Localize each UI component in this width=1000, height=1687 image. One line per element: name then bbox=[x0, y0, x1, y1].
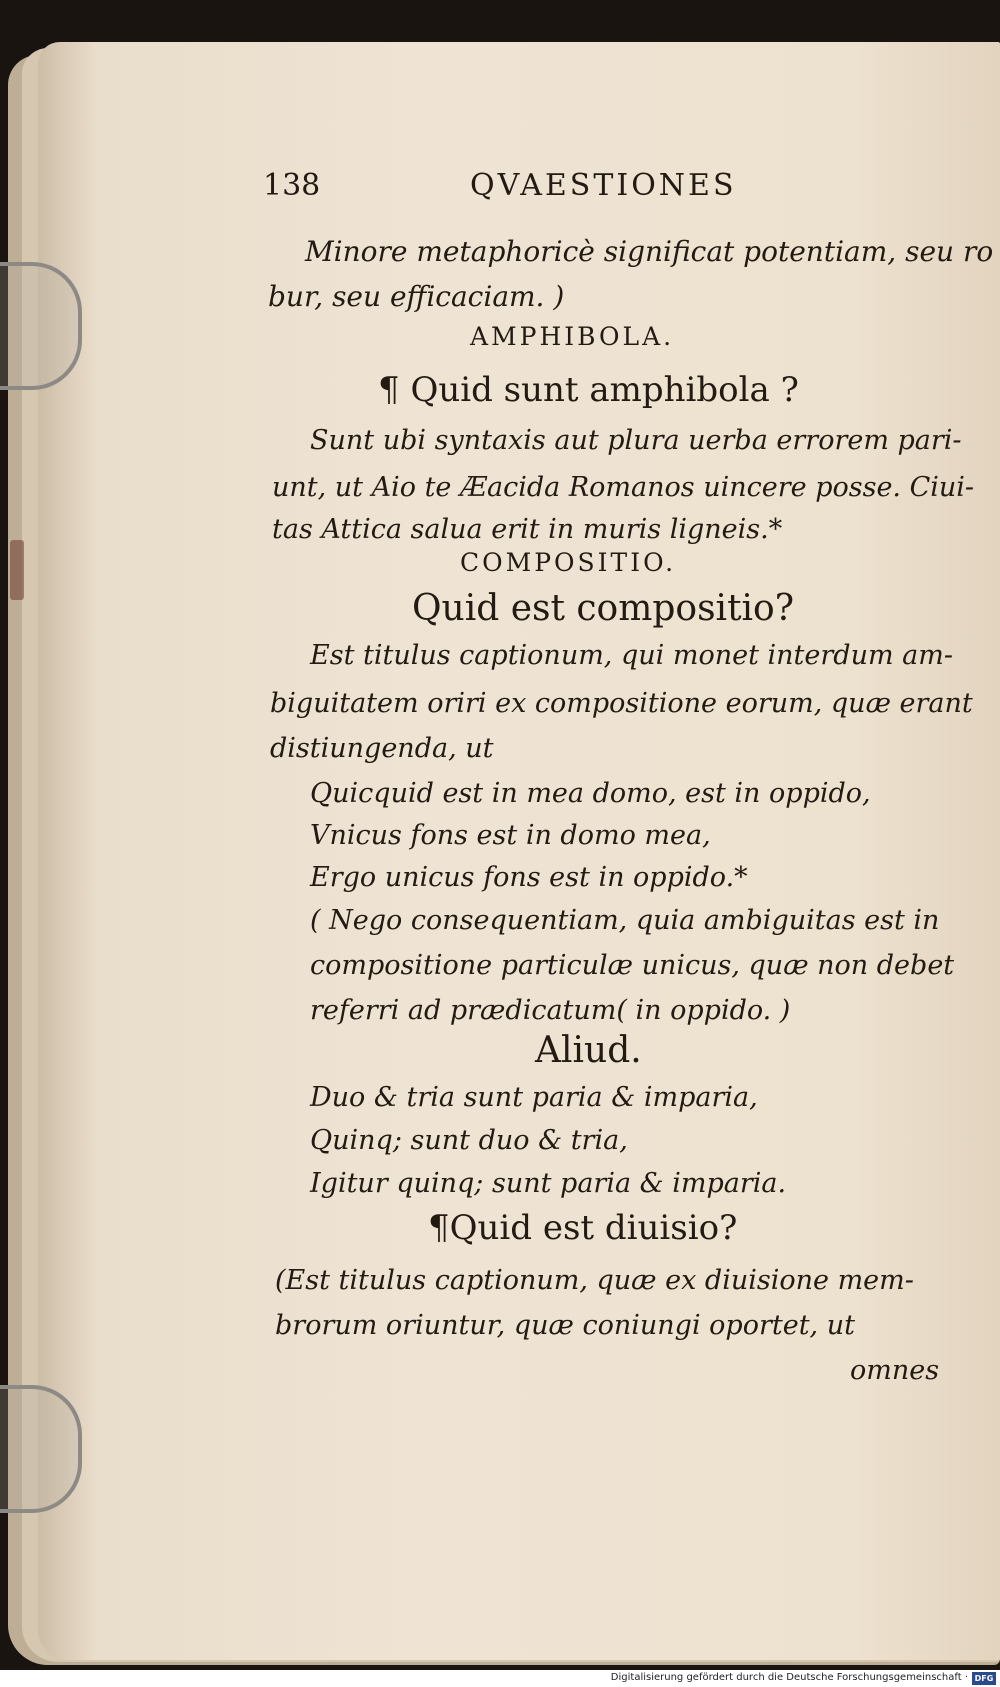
catchword: omnes bbox=[850, 1355, 940, 1386]
question-heading: ¶ Quid sunt amphibola ? bbox=[378, 370, 799, 410]
text-line: (Est titulus captionum, quæ ex diuisione mem- bbox=[275, 1265, 914, 1296]
text-line: compositione particulæ unicus, quæ non debet bbox=[310, 950, 955, 981]
verse-line: Igitur quinq; sunt paria & imparia. bbox=[310, 1168, 787, 1199]
page-stain bbox=[10, 540, 24, 600]
section-heading: COMPOSITIO. bbox=[460, 548, 677, 577]
page-number: 138 bbox=[263, 168, 321, 203]
verse-line: Ergo unicus fons est in oppido.* bbox=[310, 862, 748, 893]
binding-clip-bottom bbox=[0, 1385, 82, 1513]
text-line: Sunt ubi syntaxis aut plura uerba errorem pari- bbox=[310, 425, 962, 456]
binding-clip-top bbox=[0, 262, 82, 390]
verse-line: Duo & tria sunt paria & imparia, bbox=[310, 1082, 758, 1113]
footer-credit: Digitalisierung gefördert durch die Deutsche Forschungsgemeinschaft · bbox=[610, 1672, 968, 1683]
text-line: Est titulus captionum, qui monet interdum am- bbox=[310, 640, 953, 671]
text-line: ( Nego consequentiam, quia ambiguitas est in bbox=[310, 905, 940, 936]
dfg-logo: DFG bbox=[972, 1672, 996, 1685]
section-heading: Aliud. bbox=[535, 1030, 642, 1071]
text-line: distiungenda, ut bbox=[270, 733, 494, 764]
text-line: referri ad prædicatum( in oppido. ) bbox=[310, 995, 791, 1026]
running-head: QVAESTIONES bbox=[470, 168, 737, 203]
verse-line: Quinq; sunt duo & tria, bbox=[310, 1125, 628, 1156]
question-heading: Quid est compositio? bbox=[412, 588, 795, 629]
footer bbox=[0, 1670, 1000, 1687]
verse-line: Quicquid est in mea domo, est in oppido, bbox=[310, 778, 871, 809]
text-line: bur, seu efficaciam. ) bbox=[268, 280, 565, 313]
question-heading: ¶Quid est diuisio? bbox=[428, 1208, 738, 1248]
text-line: Minore metaphoricè significat potentiam, seu ro bbox=[305, 235, 994, 268]
verse-line: Vnicus fons est in domo mea, bbox=[310, 820, 711, 851]
text-line: unt, ut Aio te Æacida Romanos uincere posse. Ciui- bbox=[272, 472, 975, 503]
text-line: tas Attica salua erit in muris ligneis.* bbox=[272, 514, 783, 545]
section-heading: AMPHIBOLA. bbox=[470, 322, 675, 351]
text-line: brorum oriuntur, quæ coniungi oportet, ut bbox=[275, 1310, 855, 1341]
text-line: biguitatem oriri ex compositione eorum, quæ erant bbox=[270, 688, 973, 719]
